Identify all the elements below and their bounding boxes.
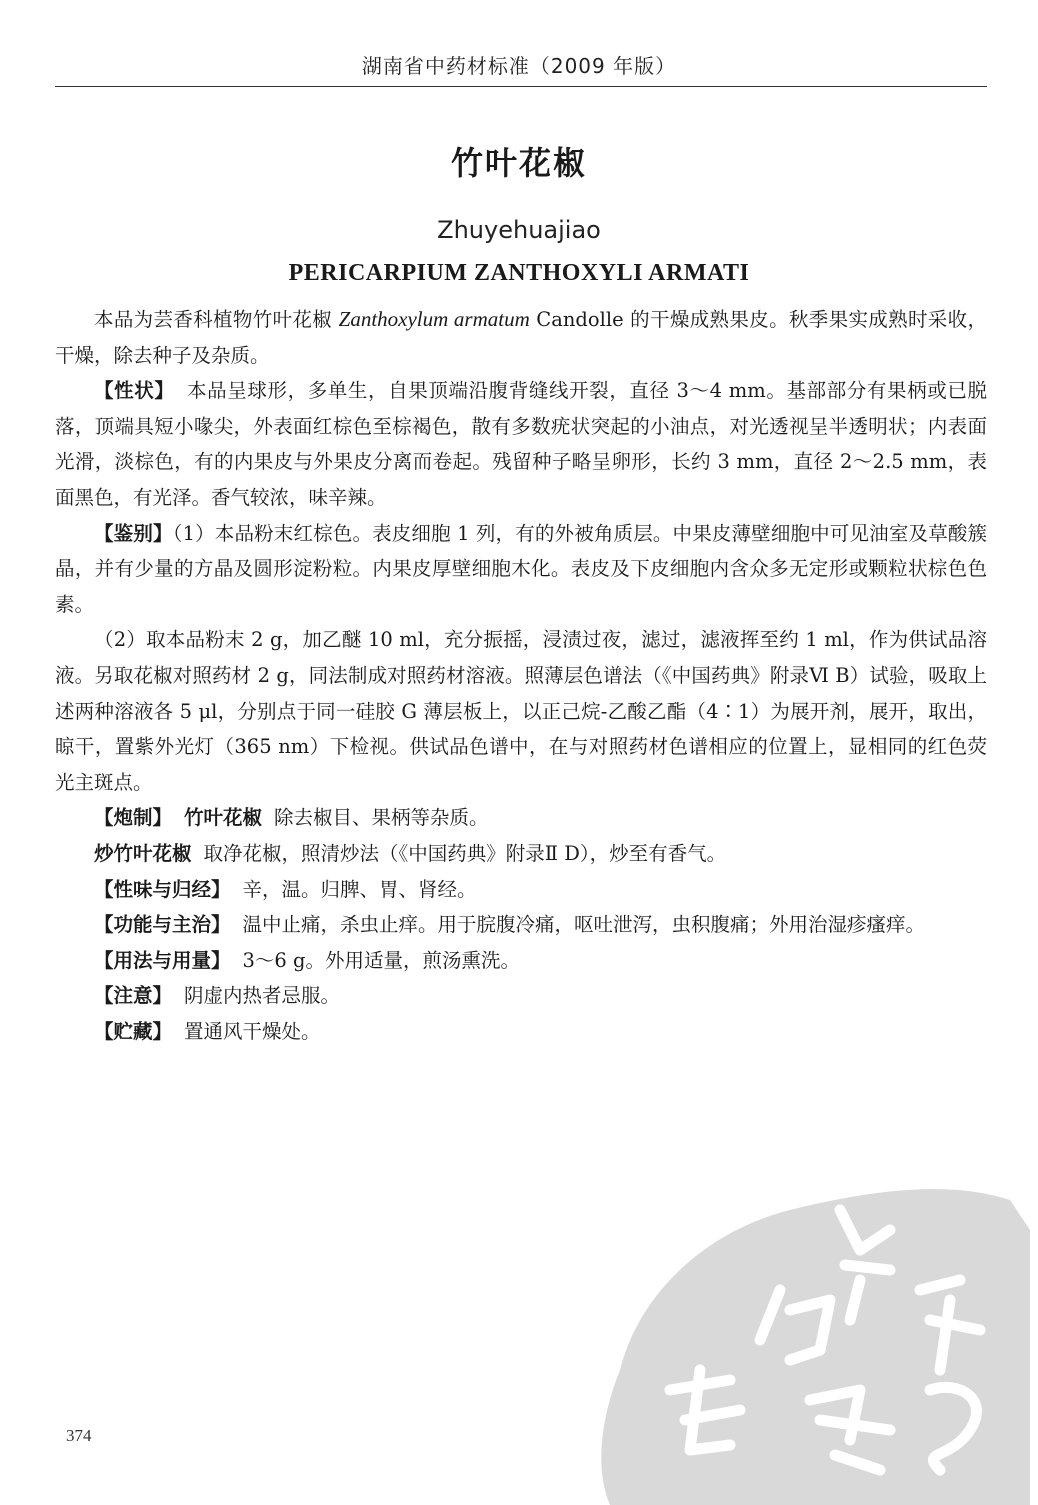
page-number: 374 — [66, 1426, 92, 1445]
section-dosage — [55, 943, 987, 979]
section-label-identification: 【鉴别】 — [94, 521, 173, 545]
description-text: 本品呈球形，多单生，自果顶端沿腹背缝线开裂，直径 3～4 mm。基部部分有果柄或已脱落，顶端具短小喙尖，外表面红棕色至棕褐色，散有多数疣状突起的小油点，对光透视呈半透明状；内表面光滑，淡棕色，有的内果皮与外果皮分离而卷起。残留种子略呈卵形，长约 3 mm，直径 2～2.5 mm，表面黑色，有光泽。香气较浓，味辛辣。 — [55, 379, 987, 509]
running-head: 湖南省中药材标准（2009 年版） — [361, 54, 677, 78]
section-storage — [55, 1014, 987, 1050]
processing-text-2: 取净花椒，照清炒法（《中国药典》附录Ⅱ D），炒至有香气。 — [203, 841, 727, 865]
species-name: Zanthoxylum armatum — [338, 307, 530, 331]
nature-text: 辛，温。归脾、胃、肾经。 — [242, 877, 477, 901]
intro-text-before: 本品为芸香科植物竹叶花椒 — [94, 308, 339, 331]
processing-sub-2: 炒竹叶花椒 — [94, 841, 192, 865]
section-identification — [55, 516, 987, 623]
caution-text: 阴虚内热者忌服。 — [184, 984, 341, 1008]
seal-stamp-graphic — [590, 1170, 1030, 1505]
intro-text-after: Candolle 的干燥成熟果皮。秋季果实成熟时采收，干燥，除去种子及杂质。 — [55, 308, 987, 367]
seal-stamp-watermark — [590, 1170, 1030, 1505]
section-description — [55, 373, 987, 515]
entry-pinyin: Zhuyehuajiao — [437, 216, 601, 244]
processing-paragraph-2 — [55, 836, 987, 872]
section-label-processing: 【炮制】 — [94, 806, 173, 830]
section-function — [55, 907, 987, 943]
section-nature — [55, 872, 987, 908]
identification-text-1: （1）本品粉末红棕色。表皮细胞 1 列，有的外被角质层。中果皮薄壁细胞中可见油室及草酸簇晶，并有少量的方晶及圆形淀粉粒。内果皮厚壁细胞木化。表皮及下皮细胞内含众多无定形或颗粒状棕色色素。 — [55, 521, 987, 616]
dosage-text: 3～6 g。外用适量，煎汤熏洗。 — [242, 948, 521, 972]
header-rule — [55, 86, 987, 87]
section-label-function: 【功能与主治】 — [94, 913, 231, 937]
intro-paragraph — [55, 302, 987, 373]
entry-latin-name: PERICARPIUM ZANTHOXYLI ARMATI — [288, 260, 750, 286]
entry-body — [55, 302, 987, 1049]
entry-title: 竹叶花椒 — [450, 144, 587, 182]
storage-text: 置通风干燥处。 — [184, 1019, 321, 1043]
function-text: 温中止痛，杀虫止痒。用于脘腹冷痛，呕吐泄泻，虫积腹痛；外用治湿疹瘙痒。 — [242, 913, 926, 937]
processing-text-1: 除去椒目、果柄等杂质。 — [274, 806, 489, 830]
section-label-nature: 【性味与归经】 — [94, 877, 231, 901]
identification-paragraph-2 — [55, 622, 987, 800]
section-label-caution: 【注意】 — [94, 984, 173, 1008]
section-caution — [55, 978, 987, 1014]
section-label-description: 【性状】 — [94, 379, 175, 403]
section-processing — [55, 800, 987, 836]
section-label-dosage: 【用法与用量】 — [94, 948, 231, 972]
processing-sub-1: 竹叶花椒 — [184, 806, 263, 830]
identification-text-2: （2）取本品粉末 2 g，加乙醚 10 ml，充分振摇，浸渍过夜，滤过，滤液挥至约 1 ml，作为供试品溶液。另取花椒对照药材 2 g，同法制成对照药材溶液。照薄层色谱法（《中国药典》附录Ⅵ B）试验，吸取上述两种溶液各 5 μl，分别点于同一硅胶 G 薄层板上，以正己烷-乙酸乙酯（4∶1）为展开剂，展开，取出，晾干，置紫外光灯（365 nm）下检视。供试品色谱中，在与对照药材色谱相应的位置上，显相同的红色荧光主斑点。 — [55, 628, 987, 794]
section-label-storage: 【贮藏】 — [94, 1019, 173, 1043]
